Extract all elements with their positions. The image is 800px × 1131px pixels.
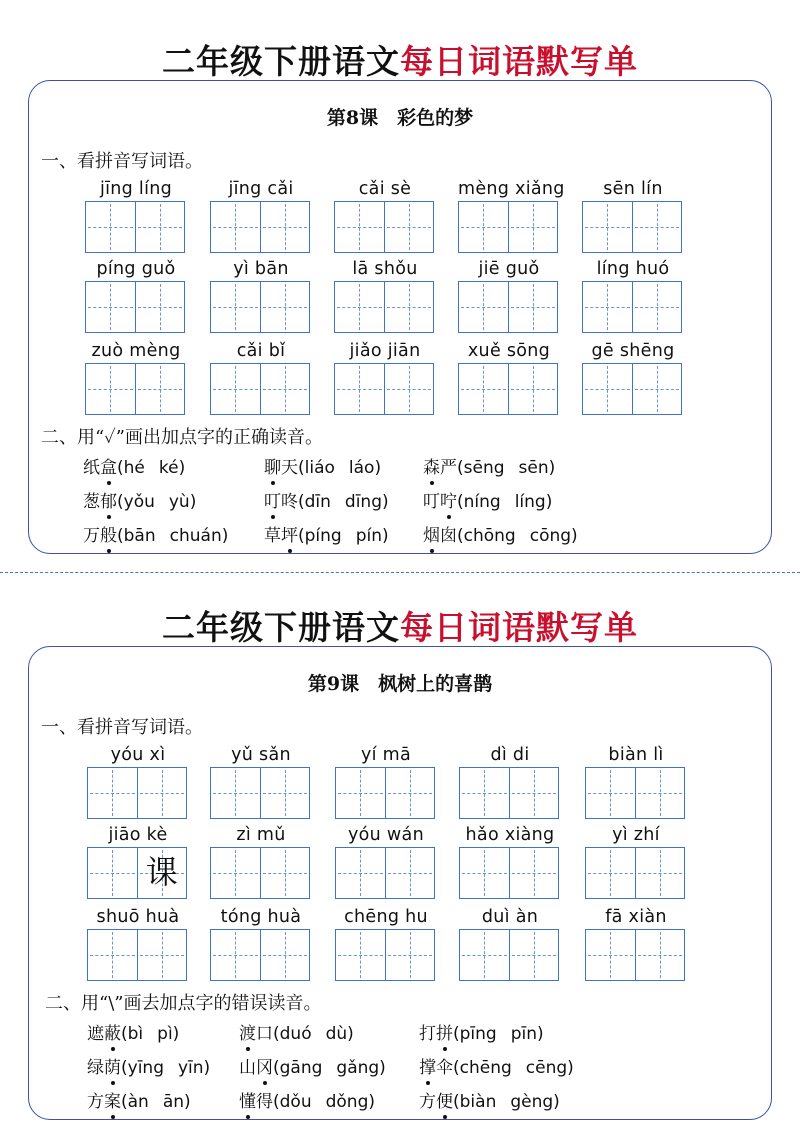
title-red: 每日词语默写单 xyxy=(400,42,638,81)
reading-choice[interactable]: 葱郁(yǒu yù) xyxy=(83,492,197,512)
writing-cell[interactable] xyxy=(335,282,384,332)
writing-cell[interactable] xyxy=(260,930,310,980)
writing-grid[interactable] xyxy=(458,363,558,415)
writing-grid[interactable] xyxy=(582,363,682,415)
pinyin-label: xuě sōng xyxy=(467,341,551,361)
writing-cell[interactable] xyxy=(508,282,558,332)
writing-cell[interactable] xyxy=(583,364,632,414)
writing-cell[interactable] xyxy=(335,202,384,252)
pinyin-label: fā xiàn xyxy=(605,907,667,927)
writing-cell[interactable] xyxy=(211,202,260,252)
word-item xyxy=(335,823,437,899)
writing-cell[interactable] xyxy=(583,282,632,332)
writing-cell[interactable] xyxy=(88,930,137,980)
section-choice-title: 二、用“\”画去加点字的错误读音。 xyxy=(45,993,322,1014)
reading-choice[interactable]: 方案(àn ān) xyxy=(87,1092,191,1112)
word-item xyxy=(585,743,687,819)
reading-choice[interactable]: 聊天(liáo láo) xyxy=(264,458,382,478)
writing-grid[interactable] xyxy=(210,201,310,253)
writing-cell[interactable] xyxy=(336,930,385,980)
word-item xyxy=(85,257,187,333)
writing-cell[interactable] xyxy=(260,768,310,818)
word-item xyxy=(582,177,684,253)
writing-cell[interactable] xyxy=(385,848,435,898)
writing-cell[interactable] xyxy=(509,848,559,898)
reading-choice[interactable]: 森严(sēng sēn) xyxy=(423,458,556,478)
reading-choice[interactable]: 打拼(pīng pīn) xyxy=(419,1024,544,1044)
writing-cell[interactable] xyxy=(459,202,508,252)
section-choice-title: 二、用“✓”画出加点字的正确读音。 xyxy=(41,427,324,448)
writing-grid[interactable] xyxy=(335,767,435,819)
pinyin-label: líng huó xyxy=(596,259,670,279)
reading-choice[interactable]: 绿荫(yīng yīn) xyxy=(87,1058,211,1078)
writing-cell[interactable] xyxy=(385,768,435,818)
writing-cell[interactable] xyxy=(509,768,559,818)
writing-cell[interactable] xyxy=(460,848,509,898)
writing-cell[interactable] xyxy=(135,364,185,414)
writing-grid[interactable] xyxy=(210,847,310,899)
pinyin-label: yì zhí xyxy=(612,825,660,845)
writing-cell[interactable] xyxy=(635,930,685,980)
word-item xyxy=(335,743,437,819)
writing-cell[interactable] xyxy=(508,202,558,252)
word-item xyxy=(210,257,312,333)
writing-grid[interactable] xyxy=(585,767,685,819)
writing-grid[interactable] xyxy=(87,767,187,819)
writing-cell[interactable] xyxy=(459,282,508,332)
word-item xyxy=(87,823,189,899)
writing-cell[interactable] xyxy=(211,848,260,898)
writing-cell[interactable] xyxy=(135,202,185,252)
writing-grid[interactable] xyxy=(459,847,559,899)
pinyin-label: zì mǔ xyxy=(236,825,286,845)
writing-cell[interactable] xyxy=(260,202,310,252)
writing-grid[interactable] xyxy=(85,363,185,415)
reading-choice[interactable]: 山冈(gāng gǎng) xyxy=(239,1058,386,1078)
writing-cell[interactable] xyxy=(384,202,434,252)
word-item xyxy=(582,257,684,333)
page-title xyxy=(0,602,800,649)
pinyin-label: chēng hu xyxy=(344,907,428,927)
writing-cell[interactable] xyxy=(635,848,685,898)
word-item xyxy=(210,905,312,981)
pinyin-label: yì bān xyxy=(233,259,289,279)
word-item xyxy=(585,905,687,981)
writing-cell[interactable] xyxy=(509,930,559,980)
reading-choice[interactable]: 方便(biàn gèng) xyxy=(419,1092,560,1112)
writing-cell[interactable] xyxy=(459,364,508,414)
writing-cell[interactable] xyxy=(260,848,310,898)
writing-grid[interactable] xyxy=(459,767,559,819)
writing-cell[interactable] xyxy=(260,282,310,332)
writing-cell[interactable] xyxy=(632,364,682,414)
writing-cell[interactable] xyxy=(384,282,434,332)
writing-cell[interactable] xyxy=(211,930,260,980)
word-item xyxy=(210,177,312,253)
writing-grid[interactable] xyxy=(334,201,434,253)
word-item xyxy=(334,177,436,253)
pinyin-label: biàn lì xyxy=(608,745,664,765)
writing-cell[interactable] xyxy=(460,930,509,980)
worksheet-frame xyxy=(28,646,772,1120)
writing-grid[interactable] xyxy=(458,201,558,253)
reading-choice[interactable]: 草坪(píng pín) xyxy=(264,526,389,546)
writing-cell[interactable] xyxy=(137,930,187,980)
writing-grid[interactable] xyxy=(334,281,434,333)
word-item xyxy=(459,905,561,981)
word-item xyxy=(458,257,560,333)
word-item xyxy=(585,823,687,899)
page-title xyxy=(0,36,800,83)
pinyin-label: jiǎo jiān xyxy=(349,341,421,361)
word-item xyxy=(210,743,312,819)
writing-grid[interactable] xyxy=(582,201,682,253)
writing-cell[interactable] xyxy=(586,768,635,818)
writing-cell[interactable]: 课 xyxy=(137,848,187,898)
writing-grid[interactable] xyxy=(210,929,310,981)
writing-cell[interactable] xyxy=(137,768,187,818)
writing-cell[interactable] xyxy=(586,930,635,980)
pinyin-label: jiāo kè xyxy=(108,825,168,845)
reading-choice[interactable]: 遮蔽(bì pì) xyxy=(87,1024,180,1044)
word-item xyxy=(459,743,561,819)
reading-choice[interactable]: 叮咚(dīn dīng) xyxy=(264,492,389,512)
writing-grid[interactable] xyxy=(87,929,187,981)
writing-cell[interactable] xyxy=(583,202,632,252)
pinyin-label: mèng xiǎng xyxy=(458,179,565,199)
writing-cell[interactable] xyxy=(260,364,310,414)
writing-grid[interactable] xyxy=(85,201,185,253)
pinyin-label: cǎi bǐ xyxy=(236,341,286,361)
reading-choice[interactable]: 万般(bān chuán) xyxy=(83,526,229,546)
writing-grid[interactable] xyxy=(210,363,310,415)
pinyin-label: duì àn xyxy=(481,907,539,927)
writing-cell[interactable] xyxy=(211,364,260,414)
word-item xyxy=(582,339,684,415)
writing-cell[interactable] xyxy=(385,930,435,980)
pinyin-label: cǎi sè xyxy=(358,179,412,199)
pinyin-label: yí mā xyxy=(360,745,412,765)
writing-cell[interactable] xyxy=(508,364,558,414)
writing-cell[interactable] xyxy=(88,848,137,898)
word-item xyxy=(210,823,312,899)
title-black: 二年级下册语文 xyxy=(162,608,400,647)
writing-cell[interactable] xyxy=(211,282,260,332)
writing-grid[interactable] xyxy=(458,281,558,333)
word-item xyxy=(87,905,189,981)
pinyin-label: tóng huà xyxy=(220,907,302,927)
reading-choice[interactable]: 撑伞(chēng cēng) xyxy=(419,1058,574,1078)
reading-choice[interactable]: 懂得(dǒu dǒng) xyxy=(239,1092,375,1112)
pinyin-label: jiē guǒ xyxy=(478,259,540,279)
pinyin-label: sēn lín xyxy=(603,179,663,199)
writing-grid[interactable] xyxy=(459,929,559,981)
word-item xyxy=(458,339,560,415)
section-pinyin-title: 一、看拼音写词语。 xyxy=(41,717,203,738)
writing-cell[interactable] xyxy=(384,364,434,414)
writing-grid[interactable] xyxy=(210,767,310,819)
reading-choice[interactable]: 渡口(duó dù) xyxy=(239,1024,354,1044)
pinyin-label: jīng líng xyxy=(99,179,173,199)
worksheet-lesson-9 xyxy=(0,566,800,1131)
pinyin-label: píng guǒ xyxy=(96,259,176,279)
pinyin-label: zuò mèng xyxy=(91,341,181,361)
pinyin-label: yǔ sǎn xyxy=(231,745,291,765)
writing-cell[interactable] xyxy=(336,768,385,818)
writing-cell[interactable] xyxy=(632,282,682,332)
writing-cell[interactable] xyxy=(88,768,137,818)
word-item xyxy=(334,257,436,333)
title-black: 二年级下册语文 xyxy=(162,42,400,81)
writing-cell[interactable] xyxy=(460,768,509,818)
reading-choice[interactable]: 纸盒(hé ké) xyxy=(83,458,186,478)
word-item xyxy=(334,339,436,415)
writing-cell[interactable] xyxy=(86,282,135,332)
lesson-title: 第8课 彩色的梦 xyxy=(326,107,474,129)
pinyin-label: hǎo xiàng xyxy=(465,825,555,845)
writing-grid[interactable] xyxy=(582,281,682,333)
worksheet-frame xyxy=(28,80,772,554)
title-red: 每日词语默写单 xyxy=(400,608,638,647)
writing-grid[interactable] xyxy=(335,929,435,981)
writing-cell[interactable] xyxy=(135,282,185,332)
word-item xyxy=(335,905,437,981)
writing-grid[interactable] xyxy=(210,281,310,333)
reading-choice[interactable]: 烟囱(chōng cōng) xyxy=(423,526,578,546)
writing-grid[interactable] xyxy=(585,929,685,981)
word-item xyxy=(87,743,189,819)
writing-grid[interactable] xyxy=(85,281,185,333)
word-item xyxy=(85,339,187,415)
writing-grid[interactable] xyxy=(585,847,685,899)
pinyin-label: shuō huà xyxy=(96,907,180,927)
pinyin-label: yóu xì xyxy=(110,745,166,765)
writing-cell[interactable] xyxy=(335,364,384,414)
writing-cell[interactable] xyxy=(86,202,135,252)
word-item xyxy=(459,823,561,899)
pinyin-label: gē shēng xyxy=(591,341,675,361)
writing-cell[interactable] xyxy=(86,364,135,414)
writing-grid[interactable] xyxy=(335,847,435,899)
writing-cell[interactable] xyxy=(586,848,635,898)
writing-grid[interactable] xyxy=(87,847,187,899)
pinyin-label: yóu wán xyxy=(348,825,424,845)
pinyin-label: dì di xyxy=(490,745,530,765)
word-item xyxy=(458,177,565,253)
pinyin-label: lā shǒu xyxy=(352,259,418,279)
reading-choice[interactable]: 叮咛(níng líng) xyxy=(423,492,553,512)
word-item xyxy=(210,339,312,415)
writing-grid[interactable] xyxy=(334,363,434,415)
writing-cell[interactable] xyxy=(336,848,385,898)
writing-cell[interactable] xyxy=(635,768,685,818)
writing-cell[interactable] xyxy=(632,202,682,252)
pinyin-label: jīng cǎi xyxy=(228,179,294,199)
section-pinyin-title: 一、看拼音写词语。 xyxy=(41,151,203,172)
word-item xyxy=(85,177,187,253)
lesson-title: 第9课 枫树上的喜鹊 xyxy=(307,673,493,695)
writing-cell[interactable] xyxy=(211,768,260,818)
worksheet-lesson-8 xyxy=(0,0,800,565)
